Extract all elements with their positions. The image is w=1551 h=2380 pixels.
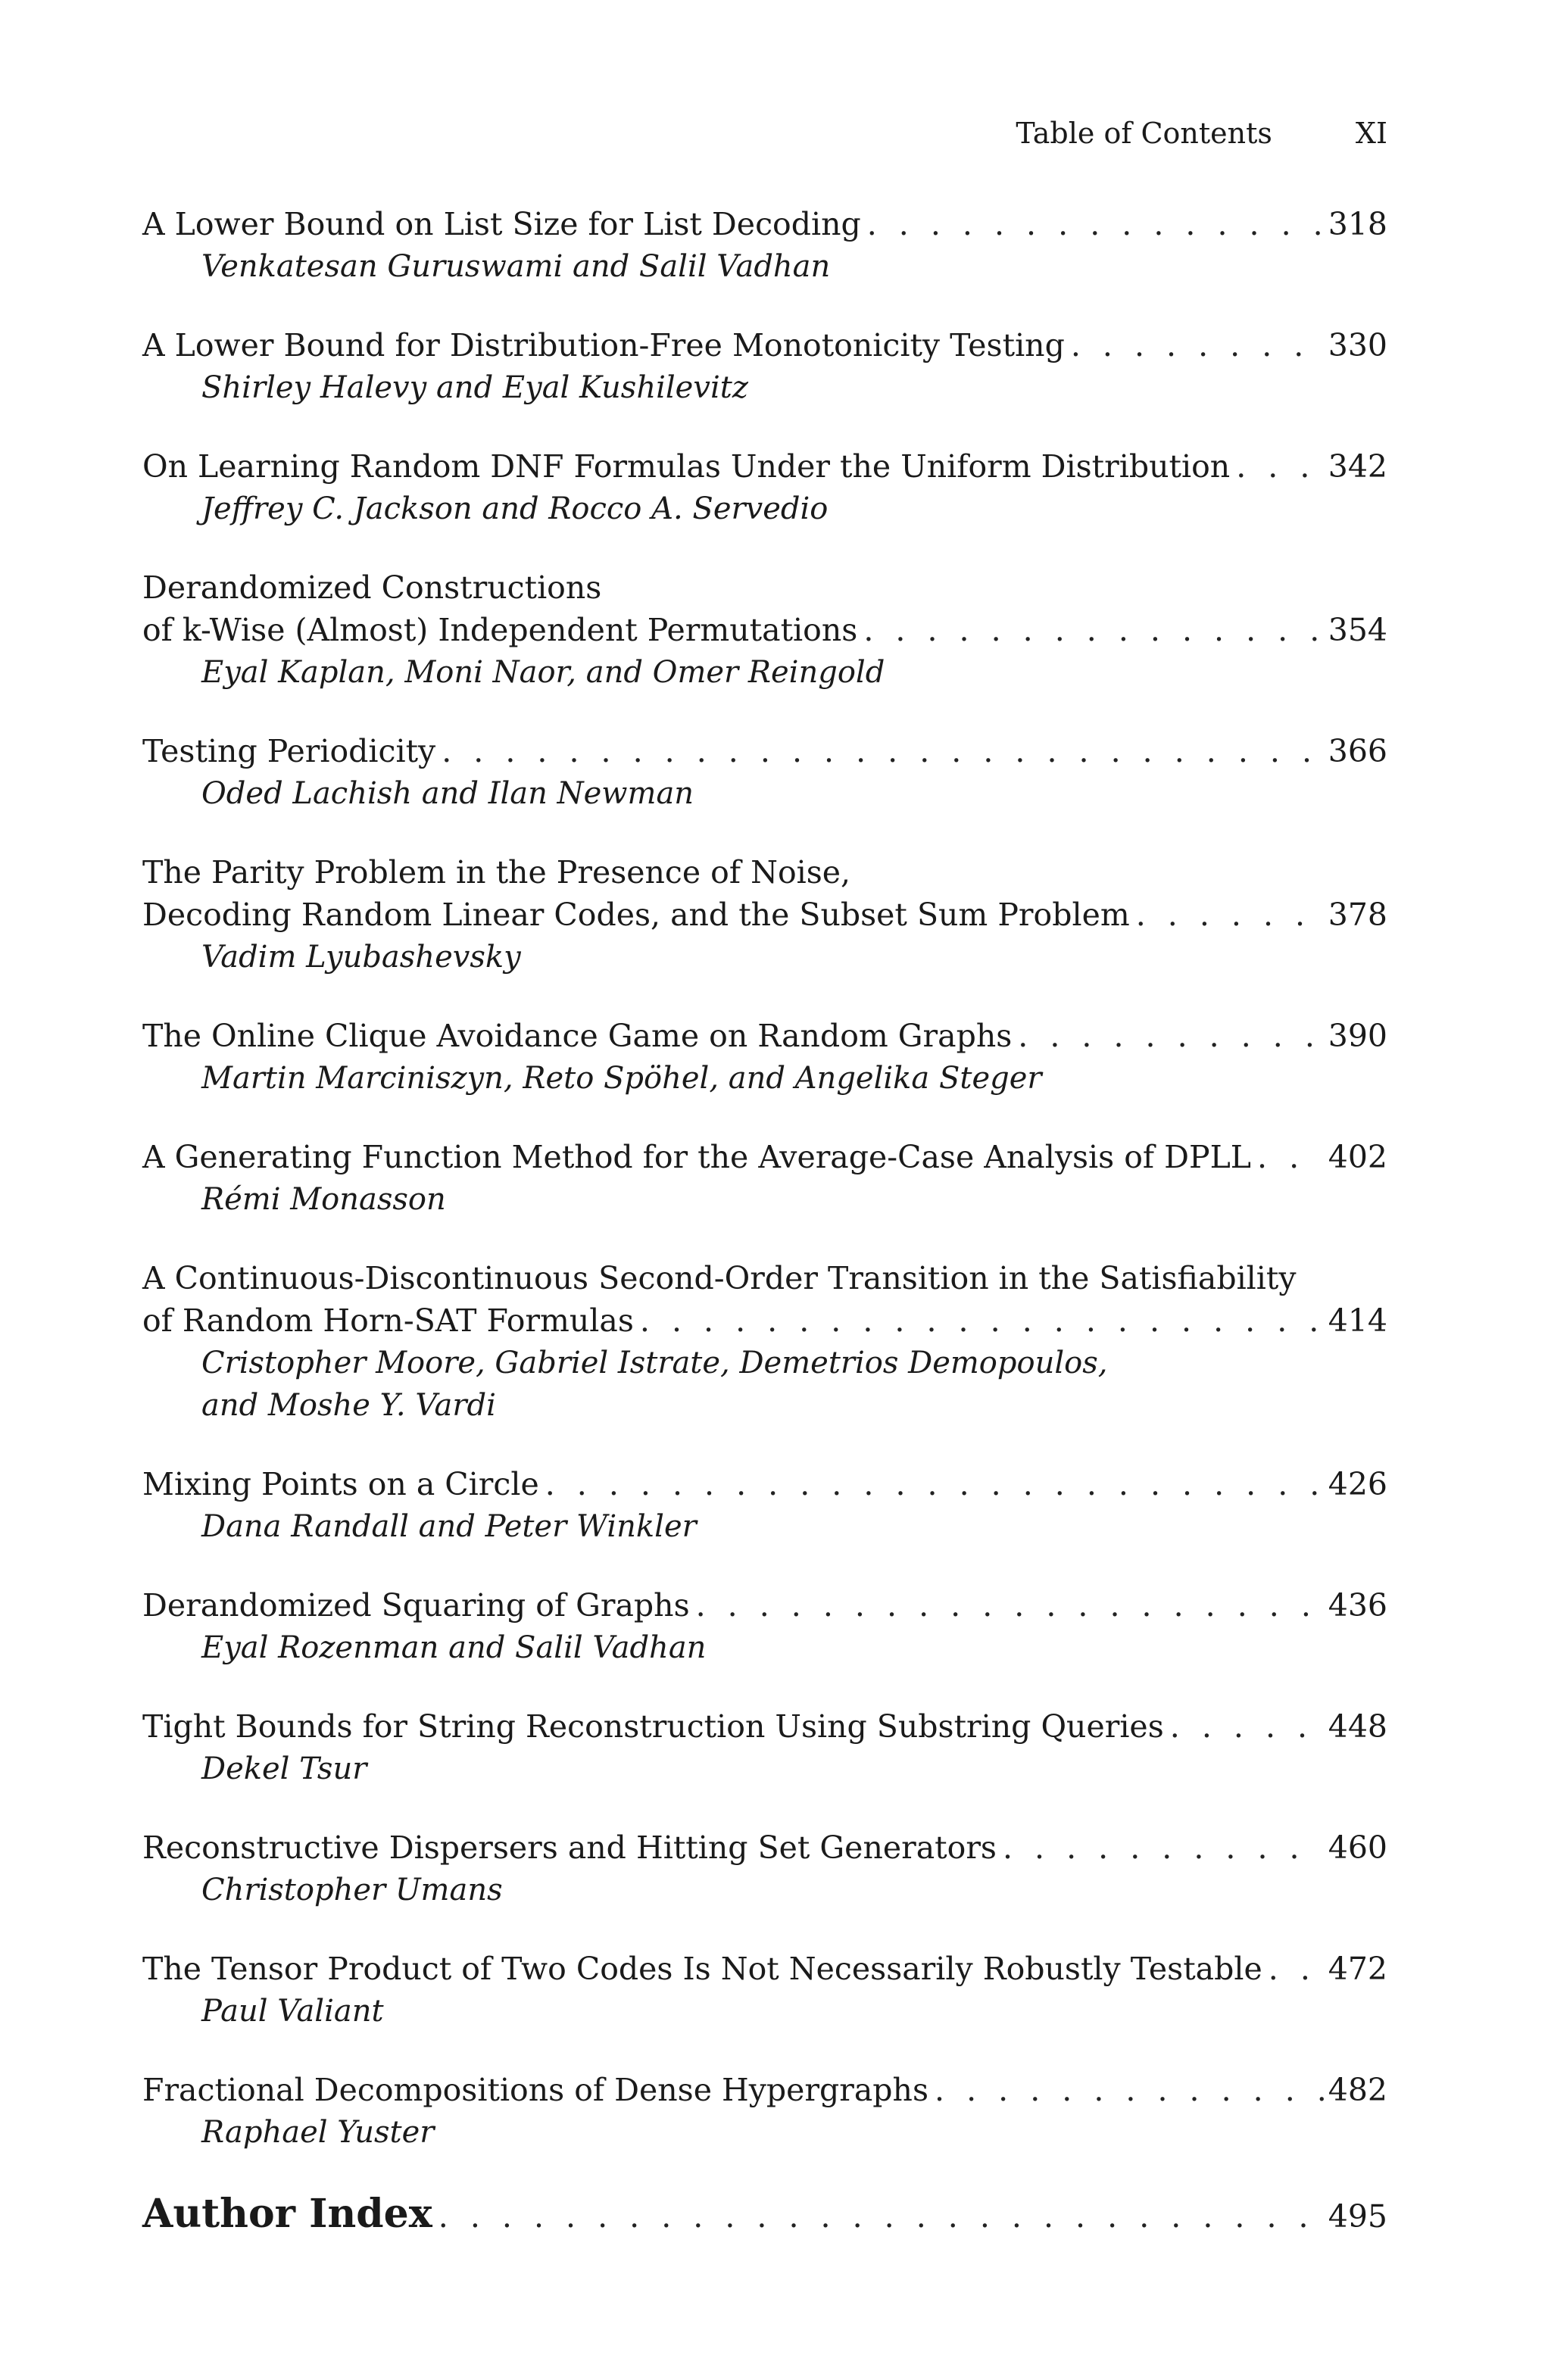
toc-entry-authors: Shirley Halevy and Eyal Kushilevitz: [201, 370, 748, 405]
toc-entry-authors: Eyal Rozenman and Salil Vadhan: [201, 1630, 707, 1665]
toc-entry-title-line: [142, 1826, 1387, 1869]
toc-entry-authors: Vadim Lyubashevsky: [201, 940, 521, 975]
toc-entry[interactable]: [142, 566, 1387, 694]
toc-entry-title-line: [142, 324, 1387, 367]
toc-entry-title-line: [142, 1584, 1387, 1627]
toc-entry-page-number: 366: [1328, 733, 1387, 769]
dot-leader: [545, 1463, 1324, 1505]
toc-entry-title-line: [142, 609, 1387, 651]
dot-leader: [696, 1584, 1324, 1627]
toc-entry-authors: Paul Valiant: [201, 1994, 384, 2029]
toc-entry[interactable]: [142, 730, 1387, 815]
toc-entry[interactable]: [142, 2069, 1387, 2154]
toc-entry[interactable]: [142, 1136, 1387, 1221]
toc-entry-authors: Christopher Umans: [201, 1873, 503, 1907]
toc-entry-title: On Learning Random DNF Formulas Under the Uniform Distribution: [142, 448, 1231, 485]
toc-entry-authors: Cristopher Moore, Gabriel Istrate, Demetrios Demopoulos,: [201, 1346, 1108, 1380]
toc-entry-title: The Tensor Product of Two Codes Is Not Necessarily Robustly Testable: [142, 1951, 1262, 1987]
toc-entry-page-number: 318: [1328, 206, 1387, 242]
toc-entry-title-line: [142, 1705, 1387, 1748]
running-header-title: Table of Contents: [1016, 117, 1272, 150]
toc-entry[interactable]: [142, 1463, 1387, 1548]
toc-entry[interactable]: [142, 851, 1387, 978]
toc-entry-title: Mixing Points on a Circle: [142, 1466, 539, 1502]
running-header: [1016, 114, 1387, 153]
dot-leader: [1003, 1826, 1324, 1869]
toc-entry-title-line: [142, 203, 1387, 245]
dot-leader: [1018, 1015, 1323, 1057]
toc-entry-title: Derandomized Squaring of Graphs: [142, 1587, 690, 1624]
toc-entry[interactable]: [142, 445, 1387, 530]
toc-entry-title-line: [142, 894, 1387, 936]
toc-entry-authors: Rémi Monasson: [201, 1182, 446, 1217]
toc-entry-page-number: 402: [1328, 1139, 1387, 1175]
toc-entry-title-line: [142, 1463, 1387, 1505]
dot-leader: [1269, 1948, 1324, 1990]
toc-entry-title-line: [142, 2190, 1387, 2241]
toc-entry-title: Fractional Decompositions of Dense Hypergraphs: [142, 2072, 928, 2108]
toc-entry-title-first-line: The Parity Problem in the Presence of Noise,: [142, 854, 851, 891]
toc-entry-page-number: 460: [1328, 1829, 1387, 1866]
dot-leader: [935, 2069, 1324, 2111]
dot-leader: [863, 609, 1323, 651]
toc-entry-title: of k-Wise (Almost) Independent Permutations: [142, 612, 858, 648]
table-of-contents: [142, 203, 1387, 2277]
dot-leader: [1170, 1705, 1324, 1748]
dot-leader: [1071, 324, 1324, 367]
toc-entry-title: Testing Periodicity: [142, 733, 436, 769]
toc-entry-page-number: 436: [1328, 1587, 1387, 1624]
dot-leader: [1257, 1136, 1324, 1178]
toc-entry-page-number: 482: [1328, 2072, 1387, 2108]
toc-entry-title-line: [142, 1015, 1387, 1057]
toc-entry-page-number: 354: [1328, 612, 1387, 648]
toc-entry-authors: Martin Marciniszyn, Reto Spöhel, and Angelika Steger: [201, 1061, 1042, 1096]
toc-entry-page-number: 390: [1328, 1018, 1387, 1054]
toc-entry-title-line: [142, 730, 1387, 772]
toc-entry-title: A Generating Function Method for the Average-Case Analysis of DPLL: [142, 1139, 1252, 1175]
toc-entry-title: of Random Horn-SAT Formulas: [142, 1302, 634, 1339]
toc-entry-page-number: 342: [1328, 448, 1387, 485]
dot-leader: [1136, 894, 1324, 936]
toc-entry-title-line: [142, 1299, 1387, 1342]
toc-entry-title-line: [142, 445, 1387, 488]
toc-entry[interactable]: [142, 1257, 1387, 1427]
toc-entry-title-line: [142, 2069, 1387, 2111]
toc-entry-title-line: [142, 1948, 1387, 1990]
toc-entry-page-number: 414: [1328, 1302, 1387, 1339]
dot-leader: [1236, 445, 1324, 488]
toc-entry[interactable]: [142, 1015, 1387, 1100]
toc-entry-title: Reconstructive Dispersers and Hitting Set Generators: [142, 1829, 997, 1866]
author-index-page-number: 495: [1328, 2198, 1387, 2235]
dot-leader: [640, 1299, 1324, 1342]
toc-entry-authors: Dana Randall and Peter Winkler: [201, 1509, 697, 1544]
toc-entry-title: The Online Clique Avoidance Game on Random Graphs: [142, 1018, 1013, 1054]
toc-entry-authors: Venkatesan Guruswami and Salil Vadhan: [201, 249, 831, 284]
toc-entry[interactable]: [142, 1584, 1387, 1669]
toc-entry-title-line: [142, 1136, 1387, 1178]
toc-entry-authors: Eyal Kaplan, Moni Naor, and Omer Reingold: [201, 655, 885, 690]
toc-entry-page-number: 378: [1328, 897, 1387, 933]
toc-entry-page-number: 330: [1328, 327, 1387, 363]
toc-entry-title-first-line: A Continuous-Discontinuous Second-Order Transition in the Satisfiability: [142, 1260, 1297, 1296]
toc-entry-page-number: 448: [1328, 1708, 1387, 1745]
toc-entry-author-index[interactable]: [142, 2190, 1387, 2241]
toc-entry[interactable]: [142, 1948, 1387, 2032]
toc-entry-title: A Lower Bound for Distribution-Free Monotonicity Testing: [142, 327, 1065, 363]
toc-entry[interactable]: [142, 324, 1387, 409]
toc-entry[interactable]: [142, 1826, 1387, 1911]
dot-leader: [438, 2192, 1324, 2241]
toc-entry[interactable]: [142, 1705, 1387, 1790]
toc-entry[interactable]: [142, 203, 1387, 288]
dot-leader: [867, 203, 1324, 245]
toc-entry-title: Decoding Random Linear Codes, and the Subset Sum Problem: [142, 897, 1130, 933]
toc-entry-page-number: 426: [1328, 1466, 1387, 1502]
toc-entry-list: [142, 203, 1387, 2154]
toc-entry-authors: Raphael Yuster: [201, 2115, 435, 2150]
toc-entry-title: Tight Bounds for String Reconstruction Using Substring Queries: [142, 1708, 1164, 1745]
toc-entry-title: A Lower Bound on List Size for List Decoding: [142, 206, 861, 242]
toc-entry-authors: and Moshe Y. Vardi: [201, 1388, 496, 1423]
toc-entry-authors: Oded Lachish and Ilan Newman: [201, 776, 694, 811]
running-header-page-number: XI: [1355, 117, 1387, 150]
dot-leader: [442, 730, 1324, 772]
toc-entry-page-number: 472: [1328, 1951, 1387, 1987]
author-index-title: Author Index: [142, 2191, 432, 2237]
toc-entry-authors: Dekel Tsur: [201, 1751, 367, 1786]
toc-entry-title-first-line: Derandomized Constructions: [142, 569, 602, 606]
toc-entry-authors: Jeffrey C. Jackson and Rocco A. Servedio: [201, 491, 829, 526]
